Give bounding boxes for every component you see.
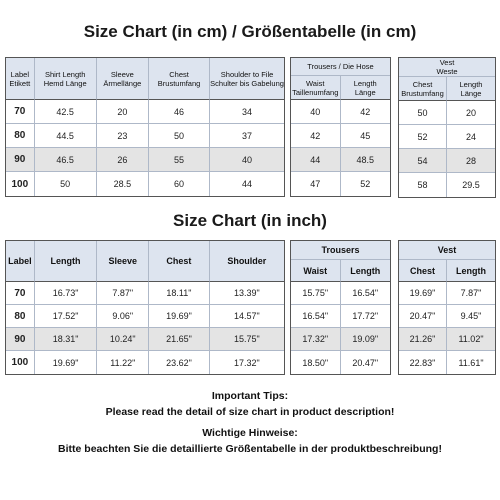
column-header: Length bbox=[447, 260, 495, 282]
column-header: Chest Brustumfang bbox=[399, 77, 447, 101]
table-cell: 37 bbox=[210, 124, 284, 148]
table-cell: 14.57" bbox=[210, 305, 284, 328]
table-row bbox=[399, 101, 495, 125]
table-cell: 17.32" bbox=[291, 328, 341, 351]
table-cell: 40 bbox=[210, 148, 284, 172]
table-cell: 50 bbox=[399, 101, 447, 125]
column-header: Length bbox=[341, 260, 391, 282]
table-row bbox=[399, 305, 495, 328]
table-cell: 7.87" bbox=[97, 282, 149, 305]
table-cell: 29.5 bbox=[462, 180, 480, 190]
size-label-cell: 90 bbox=[6, 148, 35, 172]
table-row bbox=[6, 351, 284, 374]
table-cell: 44 bbox=[242, 179, 253, 189]
table-cell: 22.83" bbox=[399, 351, 447, 374]
table-cell: 17.32" bbox=[233, 357, 260, 368]
table-cell: 18.50" bbox=[291, 351, 341, 374]
column-header: Label bbox=[6, 241, 35, 282]
title-inch: Size Chart (in inch) bbox=[173, 211, 327, 230]
table-cell: 55 bbox=[149, 148, 210, 172]
size-label-cell: 90 bbox=[6, 328, 35, 351]
column-header: Shoulder bbox=[210, 241, 284, 282]
size-label-cell: 70 bbox=[6, 282, 35, 305]
table-row bbox=[399, 149, 495, 173]
cm-trousers-table bbox=[290, 57, 391, 197]
table-cell: 13.39" bbox=[210, 282, 284, 305]
table-row bbox=[6, 124, 284, 148]
table-cell: 58 bbox=[399, 173, 447, 197]
table-row bbox=[291, 172, 390, 196]
table-cell: 28.5 bbox=[97, 172, 149, 196]
size-label-cell: 80 bbox=[6, 305, 35, 328]
inch-main-table bbox=[5, 240, 285, 375]
table-cell: 20 bbox=[97, 100, 149, 124]
table-row bbox=[6, 282, 284, 305]
column-header: Label Etikett bbox=[6, 58, 35, 100]
table-cell: 45 bbox=[341, 124, 391, 148]
table-row bbox=[399, 351, 495, 374]
group-header: Vest bbox=[399, 241, 495, 260]
table-cell: 34 bbox=[210, 100, 284, 124]
table-row bbox=[399, 328, 495, 351]
table-cell: 50 bbox=[35, 172, 97, 196]
table-cell: 42 bbox=[341, 100, 391, 124]
table-row bbox=[399, 125, 495, 149]
table-cell: 24 bbox=[447, 125, 495, 149]
table-cell: 46 bbox=[149, 100, 210, 124]
inch-trousers-table bbox=[290, 240, 391, 375]
table-cell: 40 bbox=[291, 100, 341, 124]
group-header: Trousers / Die Hose bbox=[291, 58, 390, 76]
column-header: Shoulder to File Schulter bis Gabelung bbox=[210, 58, 284, 100]
table-row bbox=[291, 282, 390, 305]
column-header: Sleeve bbox=[97, 241, 149, 282]
table-cell: 11.61" bbox=[458, 357, 484, 368]
column-header: Chest bbox=[149, 241, 209, 282]
tips-de-heading: Wichtige Hinweise: bbox=[202, 427, 298, 439]
table-cell: 20 bbox=[447, 101, 495, 125]
table-row bbox=[6, 148, 284, 172]
table-cell: 28 bbox=[447, 149, 495, 173]
table-row bbox=[291, 100, 390, 124]
table-row bbox=[291, 328, 390, 351]
table-row bbox=[399, 173, 495, 197]
table-cell: 50 bbox=[149, 124, 210, 148]
table-row bbox=[6, 328, 284, 351]
table-cell: 10.24" bbox=[97, 328, 149, 351]
table-cell: 20.47" bbox=[399, 305, 447, 328]
table-cell: 16.54" bbox=[291, 305, 341, 328]
table-row bbox=[6, 100, 284, 124]
table-cell: 17.72" bbox=[341, 305, 391, 328]
table-cell: 9.45" bbox=[447, 305, 495, 328]
column-header: Length bbox=[35, 241, 98, 282]
table-row bbox=[6, 305, 284, 328]
table-cell: 44 bbox=[291, 148, 341, 172]
table-cell: 11.02" bbox=[447, 328, 495, 351]
table-cell: 54 bbox=[399, 149, 447, 173]
table-cell: 52 bbox=[360, 179, 371, 189]
size-label-cell: 80 bbox=[6, 124, 35, 148]
table-cell: 9.06" bbox=[97, 305, 149, 328]
column-header: Waist Taillenumfang bbox=[291, 76, 341, 100]
table-cell: 52 bbox=[399, 125, 447, 149]
table-cell: 17.52" bbox=[35, 305, 98, 328]
table-row bbox=[291, 305, 390, 328]
column-header: Length Länge bbox=[341, 76, 391, 100]
table-cell: 23.62" bbox=[149, 351, 209, 374]
table-cell: 19.09" bbox=[341, 328, 391, 351]
table-cell: 15.75" bbox=[291, 282, 341, 305]
column-header: Waist bbox=[291, 260, 341, 282]
table-row bbox=[291, 351, 390, 374]
table-cell: 23 bbox=[97, 124, 149, 148]
table-cell: 46.5 bbox=[35, 148, 97, 172]
inch-vest-table bbox=[398, 240, 496, 375]
table-cell: 20.47" bbox=[352, 357, 379, 368]
title-cm: Size Chart (in cm) / Größentabelle (in cm) bbox=[83, 22, 417, 41]
table-cell: 19.69" bbox=[399, 282, 447, 305]
tips-en-heading: Important Tips: bbox=[211, 390, 289, 402]
table-cell: 19.69" bbox=[149, 305, 209, 328]
size-label-cell: 100 bbox=[6, 351, 35, 374]
column-header: Sleeve Ärmellänge bbox=[97, 58, 149, 100]
group-header: Vest Weste bbox=[399, 58, 495, 77]
table-row bbox=[291, 148, 390, 172]
column-header: Chest Brustumfang bbox=[149, 58, 210, 100]
table-cell: 16.73" bbox=[35, 282, 98, 305]
column-header: Length Länge bbox=[447, 77, 495, 101]
group-header: Trousers bbox=[291, 241, 390, 260]
table-row bbox=[6, 172, 284, 196]
size-label-cell: 100 bbox=[6, 172, 35, 196]
table-cell: 7.87" bbox=[447, 282, 495, 305]
table-cell: 42 bbox=[291, 124, 341, 148]
table-row bbox=[291, 124, 390, 148]
table-cell: 48.5 bbox=[341, 148, 391, 172]
table-cell: 60 bbox=[149, 172, 210, 196]
tips-en-text: Please read the detail of size chart in product description! bbox=[105, 406, 395, 418]
column-header: Chest bbox=[399, 260, 447, 282]
table-cell: 16.54" bbox=[341, 282, 391, 305]
cm-vest-table bbox=[398, 57, 496, 198]
table-cell: 21.65" bbox=[149, 328, 209, 351]
table-cell: 44.5 bbox=[35, 124, 97, 148]
tips-de-text: Bitte beachten Sie die detaillierte Größentabelle in der produktbeschreibung! bbox=[58, 443, 442, 455]
cm-main-table bbox=[5, 57, 285, 197]
size-label-cell: 70 bbox=[6, 100, 35, 124]
table-cell: 47 bbox=[291, 172, 341, 196]
table-cell: 18.31" bbox=[35, 328, 98, 351]
table-cell: 11.22" bbox=[97, 351, 149, 374]
table-cell: 21.26" bbox=[399, 328, 447, 351]
table-cell: 18.11" bbox=[149, 282, 209, 305]
table-cell: 42.5 bbox=[35, 100, 97, 124]
column-header: Shirt Length Hemd Länge bbox=[35, 58, 97, 100]
table-row bbox=[399, 282, 495, 305]
table-cell: 15.75" bbox=[210, 328, 284, 351]
table-cell: 26 bbox=[97, 148, 149, 172]
table-cell: 19.69" bbox=[35, 351, 98, 374]
